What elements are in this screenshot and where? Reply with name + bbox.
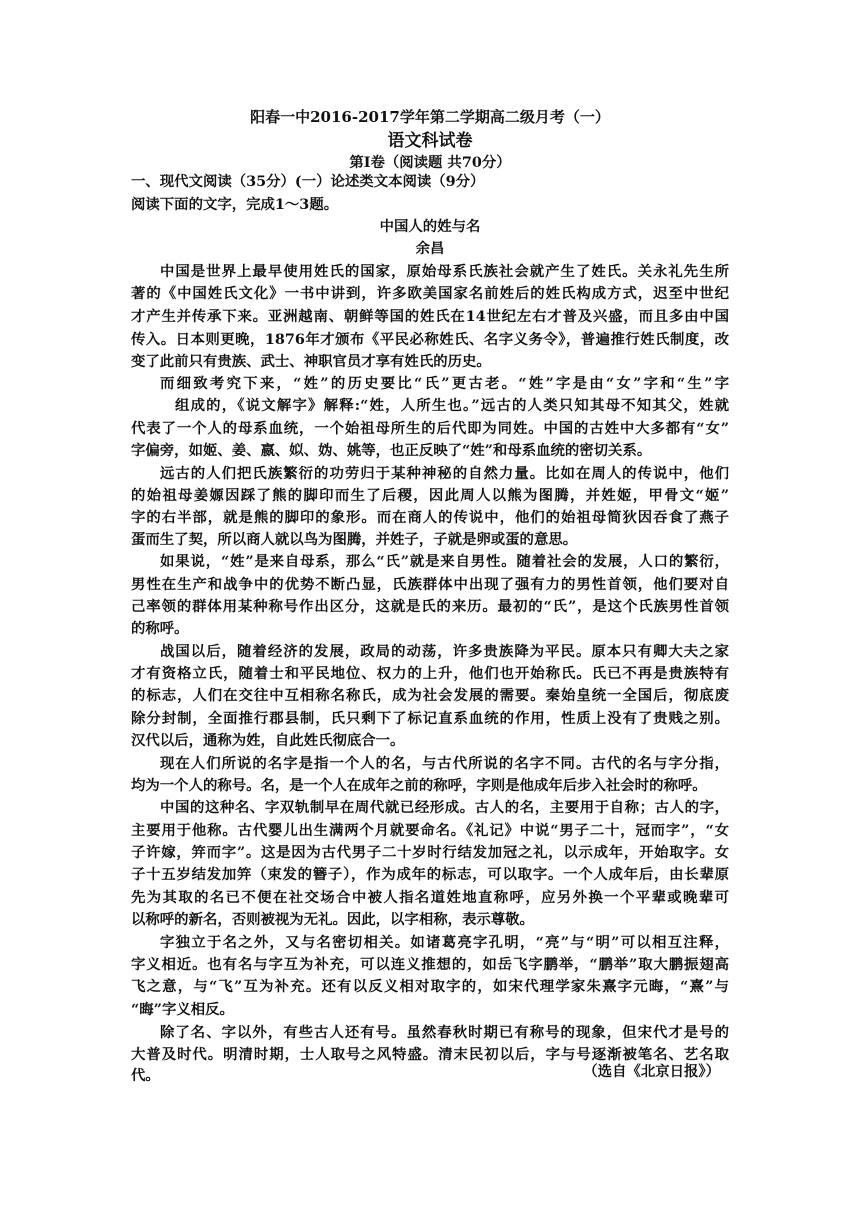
article-line: 的始祖母姜嫄因踩了熊的脚印而生了后稷，因此周人以熊为图腾，并姓姬，甲骨文“姬” <box>131 487 729 504</box>
school-header: 阳春一中2016-2017学年第二学期高二级月考（一） <box>250 108 610 126</box>
article-line: 代表了一个人的母系血统，一个始祖母所生的后代即为同姓。中国的古姓中大多都有“女” <box>131 420 729 437</box>
article-line: “晦”字义相反。 <box>131 1001 234 1018</box>
subject-title: 语文科试卷 <box>387 131 473 151</box>
article-line: 除分封制，全面推行郡县制，氏只剩下了标记直系血统的作用，性质上没有了贵贱之别。 <box>131 710 729 727</box>
article-line: 己率领的群体用某种称号作出区分，这就是氏的来历。最初的“氏”，是这个氏族男性首领 <box>131 598 729 615</box>
article-line: 男性在生产和战争中的优势不断凸显，氏族群体中出现了强有力的男性首领，他们要对自 <box>131 576 729 593</box>
article-line: 中国是世界上最早使用姓氏的国家，原始母系氏族社会就产生了姓氏。关永礼先生所 <box>160 263 729 280</box>
article-source: （选自《北京日报》） <box>583 1063 720 1080</box>
article-line: 著的《中国姓氏文化》一书中讲到，许多欧美国家名前姓后的姓氏构成方式，迟至中世纪 <box>131 285 729 302</box>
article-line: 先为其取的名已不便在社交场合中被人指名道姓地直称呼，应另外换一个平辈或晚辈可 <box>131 889 729 906</box>
article-line: 远古的人们把氏族繁衍的功劳归于某种神秘的自然力量。比如在周人的传说中，他们 <box>160 465 729 482</box>
article-line: 中国的这种名、字双轨制早在周代就已经形成。古人的名，主要用于自称；古人的字， <box>160 799 729 816</box>
article-line: 主要用于他称。古代婴儿出生满两个月就要命名。《礼记》中说“男子二十，冠而字”，“女 <box>131 822 729 839</box>
article-line: 如果说，“姓”是来自母系，那么“氏”就是来自男性。随着社会的发展，人口的繁衍， <box>160 553 729 570</box>
article-line: 蛋而生了契，所以商人就以鸟为图腾，并姓子，子就是卵或蛋的意思。 <box>131 531 578 548</box>
article-title: 中国人的姓与名 <box>379 218 481 235</box>
article-line: 传入。日本则更晚，1876年才颁布《平民必称姓氏、名字义务令》，普遍推行姓氏制度，改 <box>131 331 729 348</box>
article-line: 的称呼。 <box>131 620 189 637</box>
article-line: 字义相近。也有名与字互为补充，可以连义推想的，如岳飞字鹏举，“鹏举”取大鹏振翅高 <box>131 956 729 973</box>
instruction-text: 阅读下面的文字，完成1～3题。 <box>131 196 339 213</box>
article-line: 而细致考究下来，“姓”的历史要比“氏”更古老。“姓”字是由“女”字和“生”字 <box>160 375 729 392</box>
article-line: 字的右半部，就是熊的脚印的象形。而在商人的传说中，他们的始祖母简狄因吞食了燕子 <box>131 509 729 526</box>
article-line: 才有资格立氏，随着士和平民地位、权力的上升，他们也开始称氏。氏已不再是贵族特有 <box>131 665 729 682</box>
article-line: 代。 <box>131 1067 160 1084</box>
volume-heading: 第Ⅰ卷（阅读题 共70分） <box>349 154 511 171</box>
article-line: 字独立于名之外，又与名密切相关。如诸葛亮字孔明，“亮”与“明”可以相互注释， <box>160 934 729 951</box>
article-line: 现在人们所说的名字是指一个人的名，与古代所说的名字不同。古代的名与字分指， <box>160 755 729 772</box>
article-line: 以称呼的新名，否则被视为无礼。因此，以字相称，表示尊敬。 <box>131 911 534 928</box>
article-line: 除了名、字以外，有些古人还有号。虽然春秋时期已有称号的现象，但宋代才是号的 <box>160 1024 729 1041</box>
article-line: 的标志，人们在交往中互相称名称氏，成为社会发展的需要。秦始皇统一全国后，彻底废 <box>131 687 729 704</box>
article-line: 大普及时代。明清时期，士人取号之风特盛。清末民初以后，字与号逐渐被笔名、艺名取 <box>131 1046 729 1063</box>
section-heading: 一、现代文阅读（35分）(一）论述类文本阅读（9分） <box>131 173 485 190</box>
article-line: 飞之意，与“飞”互为补充。还有以反义相对取字的，如宋代理学家朱熹字元晦，“熹”与 <box>131 978 729 995</box>
article-line: 组成的，《说文解字》解释:“姓，人所生也。”远古的人类只知其母不知其父，姓就 <box>175 397 729 414</box>
article-line: 汉代以后，通称为姓，自此姓氏彻底合一。 <box>131 732 405 749</box>
article-line: 才产生并传承下来。亚洲越南、朝鲜等国的姓氏在14世纪左右才普及兴盛，而且多由中国 <box>131 308 729 325</box>
article-line: 变了此前只有贵族、武士、神职官员才享有姓氏的历史。 <box>131 353 491 370</box>
article-line: 子十五岁结发加笄（束发的簪子），作为成年的标志，可以取字。一个人成年后，由长辈原 <box>131 866 729 883</box>
article-line: 均为一个人的称号。名，是一个人在成年之前的称呼，字则是他成年后步入社会时的称呼。 <box>131 777 707 794</box>
article-line: 战国以后，随着经济的发展，政局的动荡，许多贵族降为平民。原本只有卿大夫之家 <box>160 643 729 660</box>
article-line: 子许嫁，笄而字”。这是因为古代男子二十岁时行结发加冠之礼，以示成年，开始取字。女 <box>131 844 729 861</box>
article-line: 字偏旁，如姬、姜、嬴、姒、妫、姚等，也正反映了“姓”和母系血统的密切关系。 <box>131 442 652 459</box>
article-author: 余昌 <box>415 240 445 257</box>
